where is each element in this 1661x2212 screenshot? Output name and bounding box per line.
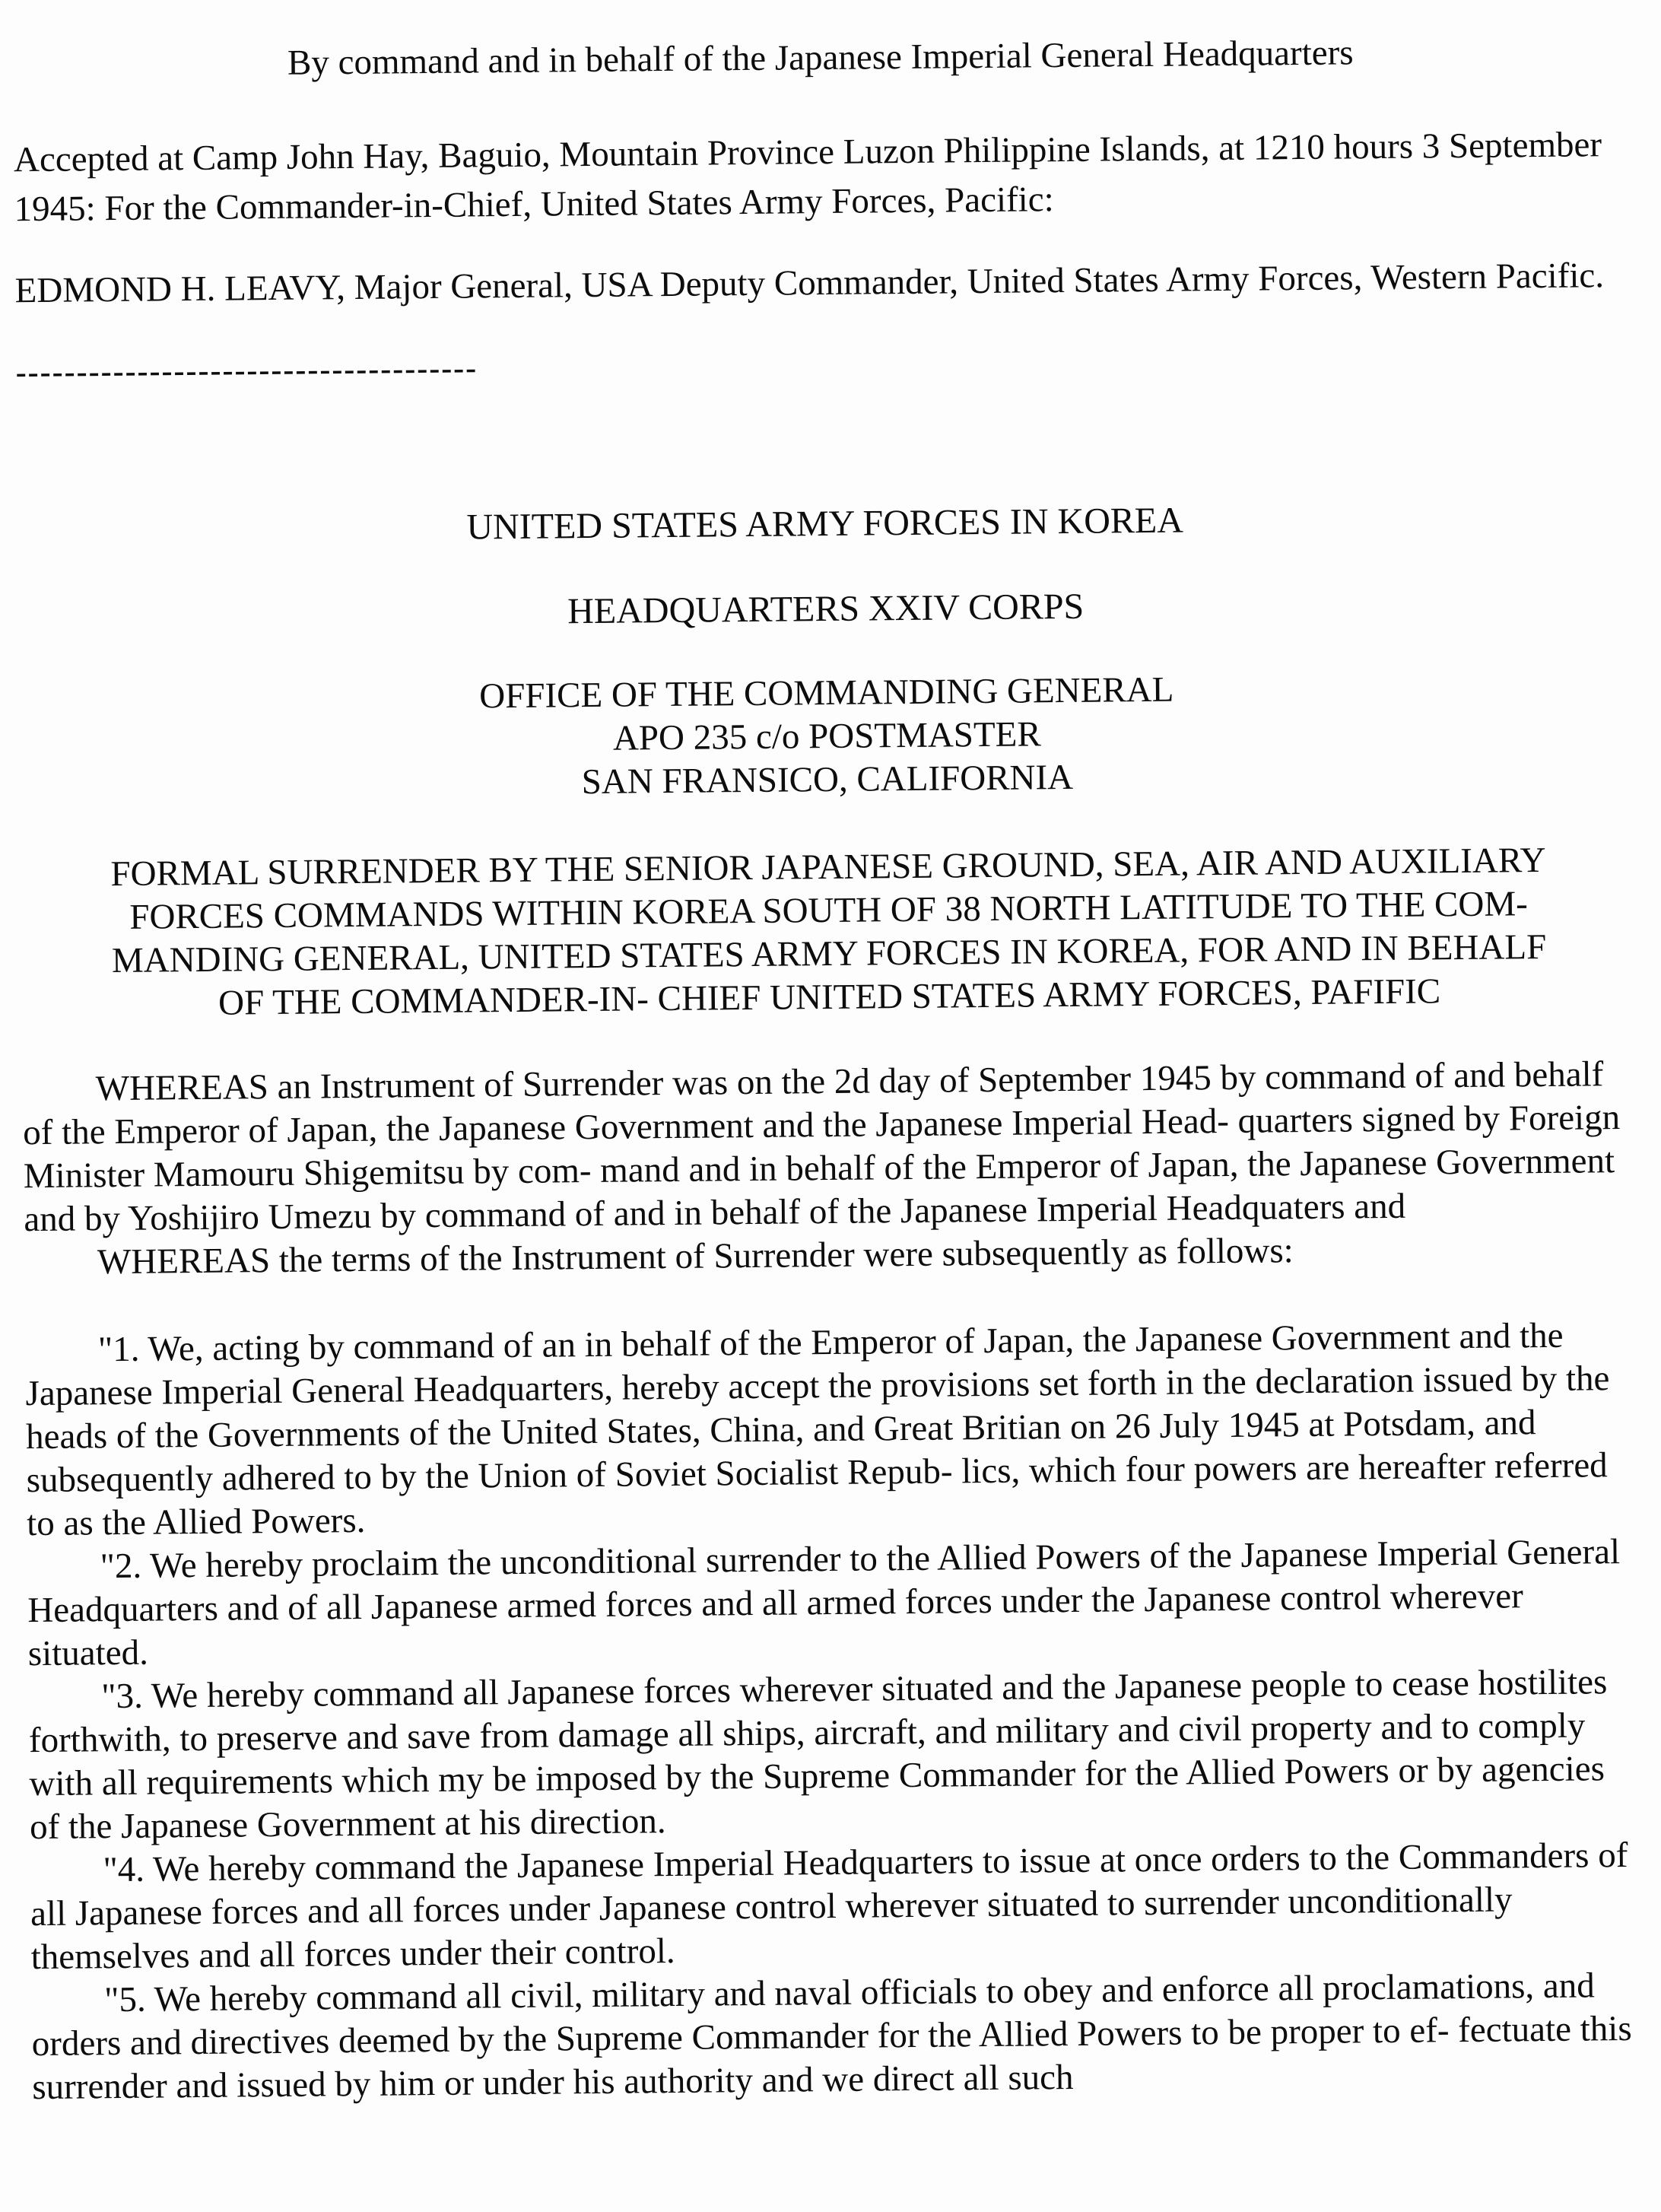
subject-line: OF THE COMMANDER-IN- CHIEF UNITED STATES ARMY FORCES, PAFIFIC <box>218 971 1441 1023</box>
term-2-paragraph: "2. We hereby proclaim the unconditional surrender to the Allied Powers of the Japanese Imperial General Headquarters and of all Japanese armed forces and all armed forces under the Japanese control wherever situated. <box>27 1532 1621 1674</box>
term-5-paragraph: "5. We hereby command all civil, military and naval officials to obey and enforce all proclamations, and orders and directives deemed by the Supreme Commander for the Allied Powers to be proper to ef- fectuate this surrender and issued by him or under his authority and we direct all such <box>31 1966 1632 2108</box>
office-apo-line: APO 235 c/o POSTMASTER <box>612 714 1041 758</box>
whereas-paragraph: WHEREAS an Instrument of Surrender was on the 2d day of September 1945 by command of and behalf of the Emperor of Japan, the Japanese Government and the Japanese Imperial Head- quarters signed by Foreign Minister Mamouru Shigemitsu by com- mand and in behalf of the Emperor of Japan, the Japanese Government and by Yoshijiro Umezu by command of and in behalf of the Japanese Imperial Headquaters and <box>23 1054 1621 1240</box>
organization-title: UNITED STATES ARMY FORCES IN KOREA <box>466 500 1184 548</box>
headquarters-title: HEADQUARTERS XXIV CORPS <box>567 586 1085 632</box>
subject-line: MANDING GENERAL, UNITED STATES ARMY FORCES IN KOREA, FOR AND IN BEHALF <box>111 926 1547 981</box>
office-address-block <box>0 664 1658 810</box>
whereas-terms-paragraph: WHEREAS the terms of the Instrument of Surrender were subsequently as follows: <box>97 1231 1294 1282</box>
subject-line: FORMAL SURRENDER BY THE SENIOR JAPANESE GROUND, SEA, AIR AND AUXILIARY <box>110 840 1546 895</box>
document-body <box>22 1053 1643 2109</box>
acceptance-paragraph: Accepted at Camp John Hay, Baguio, Mountain Province Luzon Philippine Islands, at 1210 hours 3 September 1945: For the Commander-in-Chief, United States Army Forces, Pacific: <box>13 125 1602 230</box>
command-byline: By command and in behalf of the Japanese Imperial General Headquarters <box>287 33 1354 83</box>
signatory-paragraph: EDMOND H. LEAVY, Major General, USA Deputy Commander, United States Army Forces, Western Pacific. <box>14 256 1605 311</box>
term-4-paragraph: "4. We hereby command the Japanese Imperial Headquarters to issue at once orders to the Commanders of all Japanese forces and all forces under Japanese control wherever situated to surrender unconditionally themselves and all forces under their control. <box>30 1835 1628 1978</box>
office-line: OFFICE OF THE COMMANDING GENERAL <box>479 669 1174 717</box>
office-city-line: SAN FRANSICO, CALIFORNIA <box>581 757 1074 802</box>
subject-line: FORCES COMMANDS WITHIN KOREA SOUTH OF 38 NORTH LATITUDE TO THE COM- <box>129 884 1529 937</box>
subject-heading-block <box>0 838 1660 1028</box>
term-1-paragraph: "1. We, acting by command of an in behalf of the Emperor of Japan, the Japanese Government and the Japanese Imperial General Headquarters, hereby accept the provisions set forth in the declaration issued by the heads of the Governments of the United States, China, and Great Britian on 26 July 1945 at Potsdam, and subsequently adhered to by the Union of Soviet Socialist Repub- lics, which four powers are hereafter referred to as the Allied Powers. <box>25 1315 1610 1544</box>
term-3-paragraph: "3. We hereby command all Japanese forces wherever situated and the Japanese people to cease hostilites forthwith, to preserve and save from damage all ships, aircraft, and military and civil property and to comply with all requirements which my be imposed by the Supreme Commander for the Allied Powers or by agencies of the Japanese Government at his direction. <box>28 1662 1608 1848</box>
dashed-divider: -------------------------------------- <box>15 351 478 391</box>
